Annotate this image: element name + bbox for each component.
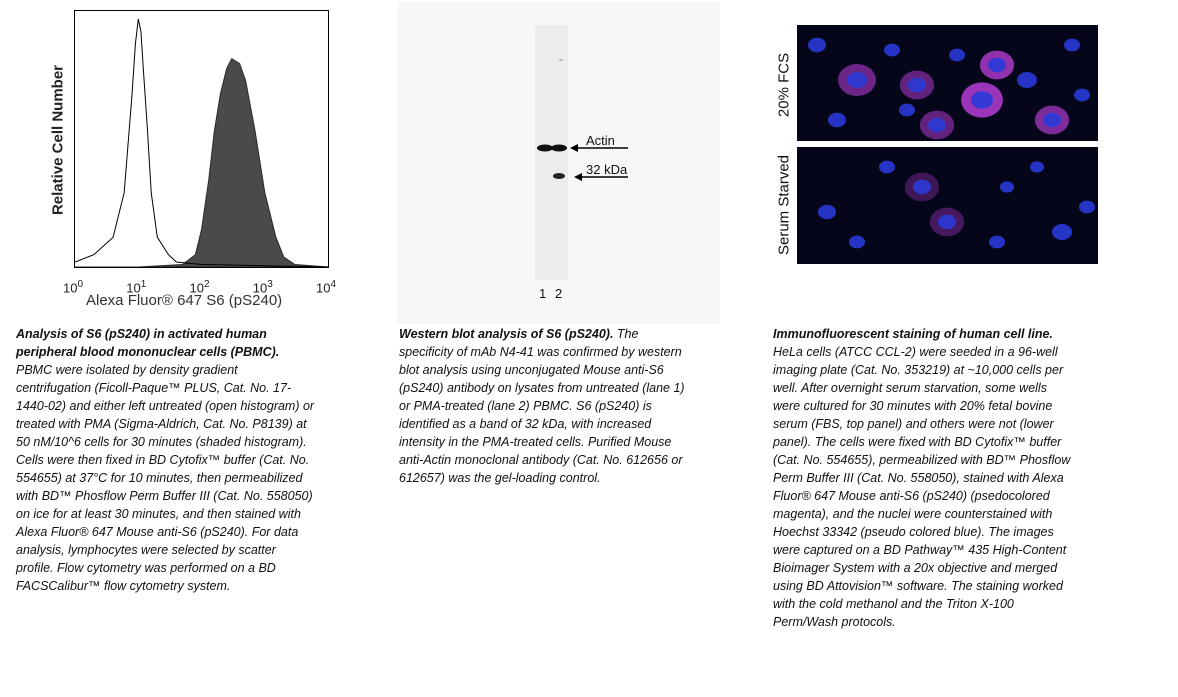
x-tick-label: $10^1$ [126,279,147,296]
nucleus [899,104,915,117]
nucleus [1017,72,1037,88]
nucleus [828,113,846,127]
x-tick-label: $10^0$ [63,279,84,296]
if-image-serum-starved [797,147,1098,264]
lane-1-actin-band [537,145,553,152]
nucleus [1074,89,1090,102]
lane-2-label: 2 [555,286,563,301]
nucleus [989,236,1005,249]
x-tick-label: $10^4$ [316,279,337,296]
if-image-fcs-cells [797,25,1098,141]
caption-blot-body: The specificity of mAb N4-41 was confirmed by western blot analysis using unconjugated Mouse anti-S6 (pS240) antibody on lysates from untreated (lane 1) or PMA-treated (lane 2) PBMC. S6 (pS240) is identified as a band of 32 kDa, with increased intensity in the PMA-treated cells. Purified Mouse anti-Actin monoclonal antibody (Cat. No. 612656 or 612657) was the gel-loading control. [399,327,685,485]
gel-bands-svg [535,25,568,280]
nucleus [1052,224,1072,240]
histogram-plot-area [74,10,329,268]
nucleus [818,205,836,219]
if-image-serum-starved-cells [797,147,1098,264]
if-top-label: 20% FCS [775,52,793,118]
caption-flow-cytometry [16,325,316,595]
nucleus [949,49,965,62]
nucleus [847,72,867,88]
nucleus [849,236,865,249]
nucleus [1030,161,1044,172]
lane-2-actin-band [551,145,567,152]
nucleus [1079,201,1095,214]
if-image-fcs [797,25,1098,141]
histogram-svg [75,11,328,267]
nucleus [1000,181,1014,192]
nucleus [879,161,895,174]
caption-flow-body: PBMC were isolated by density gradient centrifugation (Ficoll-Paque™ PLUS, Cat. No. 17-1440-02) and either left untreated (open histogram) or treated with PMA (Sigma-Aldrich, Cat. No. P8139) at 50 nM/10^6 cells for 30 minutes (shaded histogram). Cells were then fixed in BD Cytofix™ buffer (Cat. No. 554655) at 37°C for 10 minutes, then permeabilized with BD™ Phosflow Perm Buffer III (Cat. No. 558050) on ice for at least 30 minutes, and then stained with Alexa Fluor® 647 Mouse anti-S6 (pS240). For data analysis, lymphocytes were selected by scatter profile. Flow cytometry was performed on a BD FACSCalibur™ flow cytometry system. [16,363,315,593]
x-tick-label: $10^3$ [252,279,273,296]
caption-flow-title: Analysis of S6 (pS240) in activated human peripheral blood mononuclear cells (PBMC). [16,327,280,359]
lane-2-faint-mark [559,59,563,61]
kda-label: 32 kDa [586,162,628,177]
lane-2-s6-band [553,173,565,179]
nucleus [938,215,956,229]
nucleus [1064,39,1080,52]
nucleus [808,38,826,52]
histogram-x-axis-label: Alexa Fluor® 647 S6 (pS240) [86,292,283,309]
nucleus [971,91,993,109]
if-bottom-label: Serum Starved [775,154,793,256]
nucleus [908,78,926,92]
nucleus [913,180,931,194]
caption-if-title: Immunofluorescent staining of human cell line. [773,327,1053,341]
caption-immunofluorescence [773,325,1073,631]
lane-1-label: 1 [539,286,547,301]
nucleus [928,118,946,132]
caption-western-blot [399,325,689,487]
caption-if-body: HeLa cells (ATCC CCL-2) were seeded in a 96-well imaging plate (Cat. No. 353219) at ~10,000 cells per well. After overnight serum starvation, some wells were cultured for 30 minutes with 20% fetal bovine serum (FBS, top panel) and others were not (lower panel). The cells were fixed with BD Cytofix™ buffer (Cat. No. 554655), permeabilized with BD™ Phosflow Perm Buffer III (Cat. No. 558050), stained with Alexa Fluor® 647 Mouse anti-S6 (pS240) (psedocolored magenta), and the nuclei were counterstained with Hoechst 33342 (pseudo colored blue). The images were captured on a BD Pathway™ 435 High-Content Bioimager System with a 20x objective and merged using BD Attovision™ software. The staining worked with the cold methanol and the Triton X-100 Perm/Wash protocols. [773,345,1071,629]
nucleus [884,44,900,57]
actin-label: Actin [586,133,615,148]
caption-blot-title: Western blot analysis of S6 (pS240). [399,327,614,341]
nucleus [1043,113,1061,127]
nucleus [988,58,1006,72]
histogram-y-axis-label: Relative Cell Number [49,64,67,216]
gel-lanes [535,25,568,280]
x-tick-label: $10^2$ [189,279,210,296]
